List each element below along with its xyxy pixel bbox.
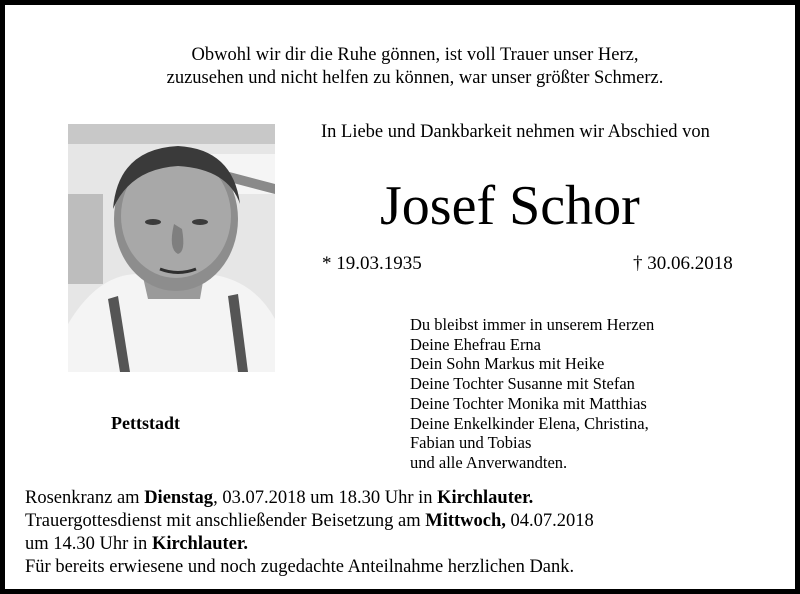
family-line: Deine Tochter Monika mit Matthias xyxy=(410,393,647,413)
rosary-time: , 03.07.2018 um 18.30 Uhr in xyxy=(213,488,438,508)
death-date: † 30.06.2018 xyxy=(633,253,733,274)
funeral-line xyxy=(25,510,594,533)
poem xyxy=(5,44,800,90)
funeral-time-line xyxy=(25,533,594,556)
family-list xyxy=(410,315,654,473)
place-of-residence: Pettstadt xyxy=(111,413,180,433)
poem-line-2: zuzusehen und nicht helfen zu können, war unser größter Schmerz. xyxy=(166,68,664,88)
family-line: Deine Ehefrau Erna xyxy=(410,334,542,354)
family-line: Deine Tochter Susanne mit Stefan xyxy=(410,374,635,394)
poem-line-1: Obwohl wir dir die Ruhe gönnen, ist voll Trauer unser Herz, xyxy=(191,45,639,65)
rosary-text: Rosenkranz am xyxy=(25,488,145,508)
funeral-time: um 14.30 Uhr in xyxy=(25,534,152,554)
family-line: Dein Sohn Markus mit Heike xyxy=(410,354,605,374)
funeral-day: Mittwoch, xyxy=(425,511,506,531)
rosary-place: Kirchlauter. xyxy=(437,488,534,508)
rosary-day: Dienstag xyxy=(144,488,214,508)
family-line: Du bleibst immer in unserem Herzen xyxy=(410,315,655,334)
service-info xyxy=(25,487,594,579)
funeral-text: Trauergottesdienst mit anschließender Beisetzung am xyxy=(25,511,426,531)
portrait-photo-icon xyxy=(68,124,275,372)
deceased-name: Josef Schor xyxy=(380,175,640,237)
thanks-line: Für bereits erwiesene und noch zugedachte Anteilnahme herzlichen Dank. xyxy=(25,557,575,577)
family-line: Fabian und Tobias xyxy=(410,433,532,453)
family-line: und alle Anverwandten. xyxy=(410,452,568,472)
rosary-line xyxy=(25,487,594,510)
intro-text: In Liebe und Dankbarkeit nehmen wir Abschied von xyxy=(321,122,710,142)
funeral-place: Kirchlauter. xyxy=(151,534,249,554)
birth-date: * 19.03.1935 xyxy=(322,253,422,274)
funeral-date: 04.07.2018 xyxy=(505,511,594,531)
family-line: Deine Enkelkinder Elena, Christina, xyxy=(410,413,649,433)
